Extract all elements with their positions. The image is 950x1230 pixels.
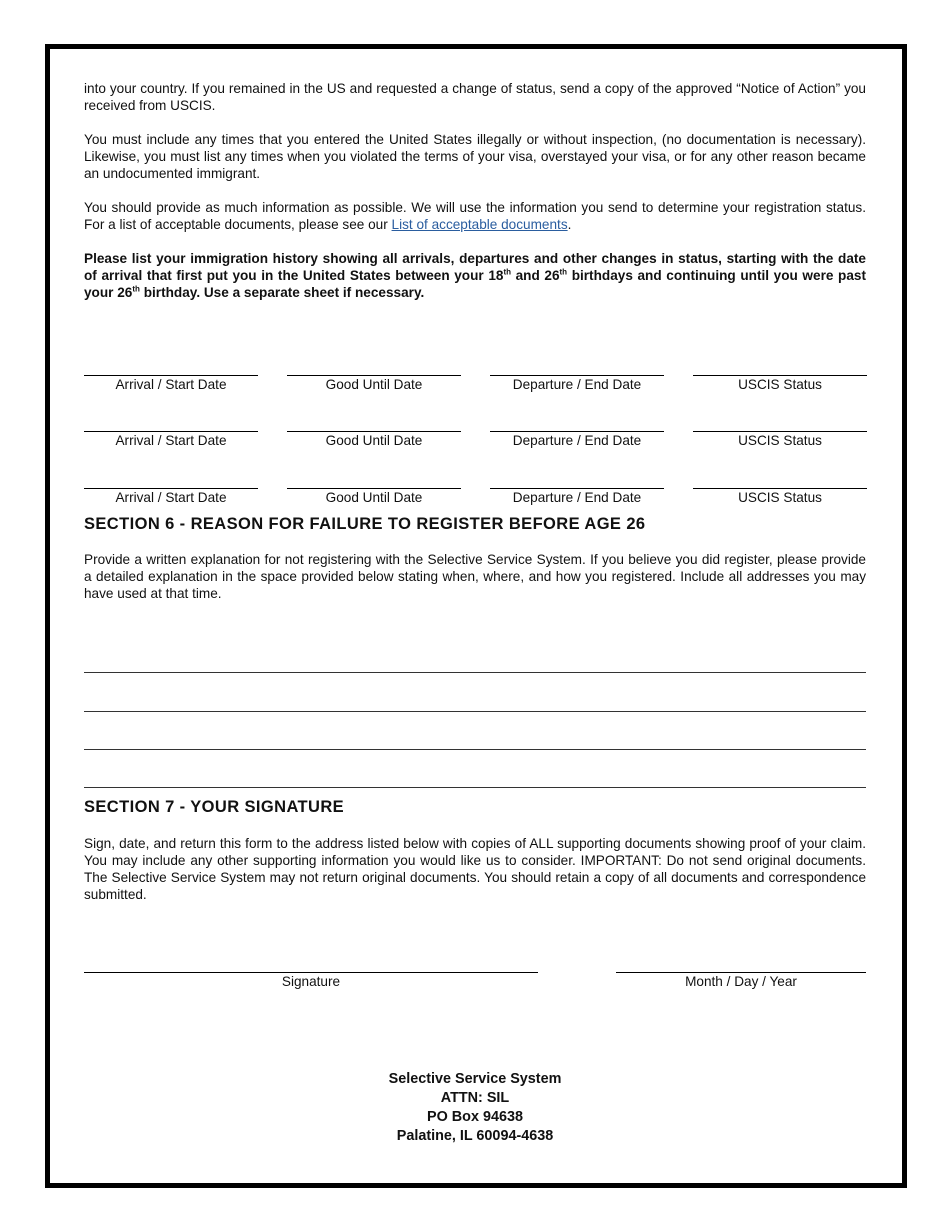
section-7-heading: SECTION 7 - YOUR SIGNATURE (84, 798, 345, 816)
intro-paragraph-3 (84, 199, 866, 233)
undocumented-entry-text: You must include any times that you entered the United States illegally or without inspection, (no documentation is necessary). Likewise, you must list any times when you violated the terms of your visa, overstayed your visa, or for any other reason became an undocumented immigrant. (84, 132, 866, 181)
uscis-status-field[interactable]: USCIS Status (693, 431, 867, 448)
date-label: Month / Day / Year (685, 974, 797, 989)
history-instructions (84, 250, 866, 301)
notice-of-action-text: into your country. If you remained in the US and requested a change of status, send a copy of the approved “Notice of Action” you received from USCIS. (84, 81, 866, 113)
address-line-city: Palatine, IL 60094-4638 (396, 1128, 554, 1144)
section-7-text: Sign, date, and return this form to the address listed below with copies of ALL supporting documents showing proof of your claim. You may include any other supporting information you would like us to consider. IMPORTANT: Do not send original documents. The Selective Service System may not return original documents. You should retain a copy of all documents and correspondence submitted. (84, 836, 866, 902)
history-row (84, 431, 866, 455)
explanation-line[interactable] (84, 749, 866, 750)
provide-information-end: . (567, 217, 572, 232)
intro-paragraph-1 (84, 80, 866, 114)
section-7-header (84, 798, 866, 817)
instr-part-a: Please list your immigration history showing all arrivals, departures and other changes in status, starting with the date of arrival that first put you in the United States between your 18 (84, 251, 866, 283)
instr-part-b: and 26 (511, 268, 560, 283)
good-until-date-field[interactable]: Good Until Date (287, 375, 461, 392)
instr-sup-1: th (503, 267, 511, 277)
good-until-date-field[interactable]: Good Until Date (287, 488, 461, 505)
address-line-attn: ATTN: SIL (440, 1090, 510, 1106)
departure-date-field[interactable]: Departure / End Date (490, 375, 664, 392)
history-row (84, 488, 866, 512)
departure-date-field[interactable]: Departure / End Date (490, 431, 664, 448)
section-6-heading: SECTION 6 - REASON FOR FAILURE TO REGISTER BEFORE AGE 26 (84, 515, 646, 533)
address-line-po-box: PO Box 94638 (427, 1109, 523, 1125)
instr-sup-2: th (559, 267, 568, 277)
explanation-line[interactable] (84, 711, 866, 712)
signature-field[interactable] (84, 972, 538, 989)
arrival-date-field[interactable]: Arrival / Start Date (84, 431, 258, 448)
arrival-date-field[interactable]: Arrival / Start Date (84, 375, 258, 392)
explanation-line[interactable] (84, 672, 866, 673)
section-6-header (84, 515, 866, 534)
arrival-date-field[interactable]: Arrival / Start Date (84, 488, 258, 505)
good-until-date-field[interactable]: Good Until Date (287, 431, 461, 448)
provide-information-text (84, 199, 866, 233)
signature-label: Signature (281, 974, 341, 989)
instr-part-c: birthdays and continuing until you were past your 26 (84, 268, 866, 300)
departure-date-field[interactable]: Departure / End Date (490, 488, 664, 505)
section-6-text: Provide a written explanation for not registering with the Selective Service System. If you believe you did register, please provide a detailed explanation in the space provided below stating when, where, and how you registered. Include all addresses you may have used at that time. (84, 552, 866, 601)
mailing-address (0, 1070, 950, 1146)
acceptable-documents-link[interactable]: List of acceptable documents (391, 217, 568, 232)
address-line-organization: Selective Service System (388, 1071, 562, 1087)
section-7-body (84, 835, 866, 903)
history-instructions-text (84, 250, 866, 301)
date-field[interactable] (616, 972, 866, 989)
uscis-status-field[interactable]: USCIS Status (693, 375, 867, 392)
intro-paragraph-2 (84, 131, 866, 182)
uscis-status-field[interactable]: USCIS Status (693, 488, 867, 505)
instr-sup-3: th (132, 284, 140, 294)
section-6-body (84, 551, 866, 602)
history-row (84, 375, 866, 399)
provide-information-lead: You should provide as much information as possible. We will use the information you send to determine your registration status. For a list of acceptable documents, please see our (84, 200, 866, 232)
explanation-line[interactable] (84, 787, 866, 788)
instr-part-d: birthday. Use a separate sheet if necessary. (139, 285, 425, 300)
